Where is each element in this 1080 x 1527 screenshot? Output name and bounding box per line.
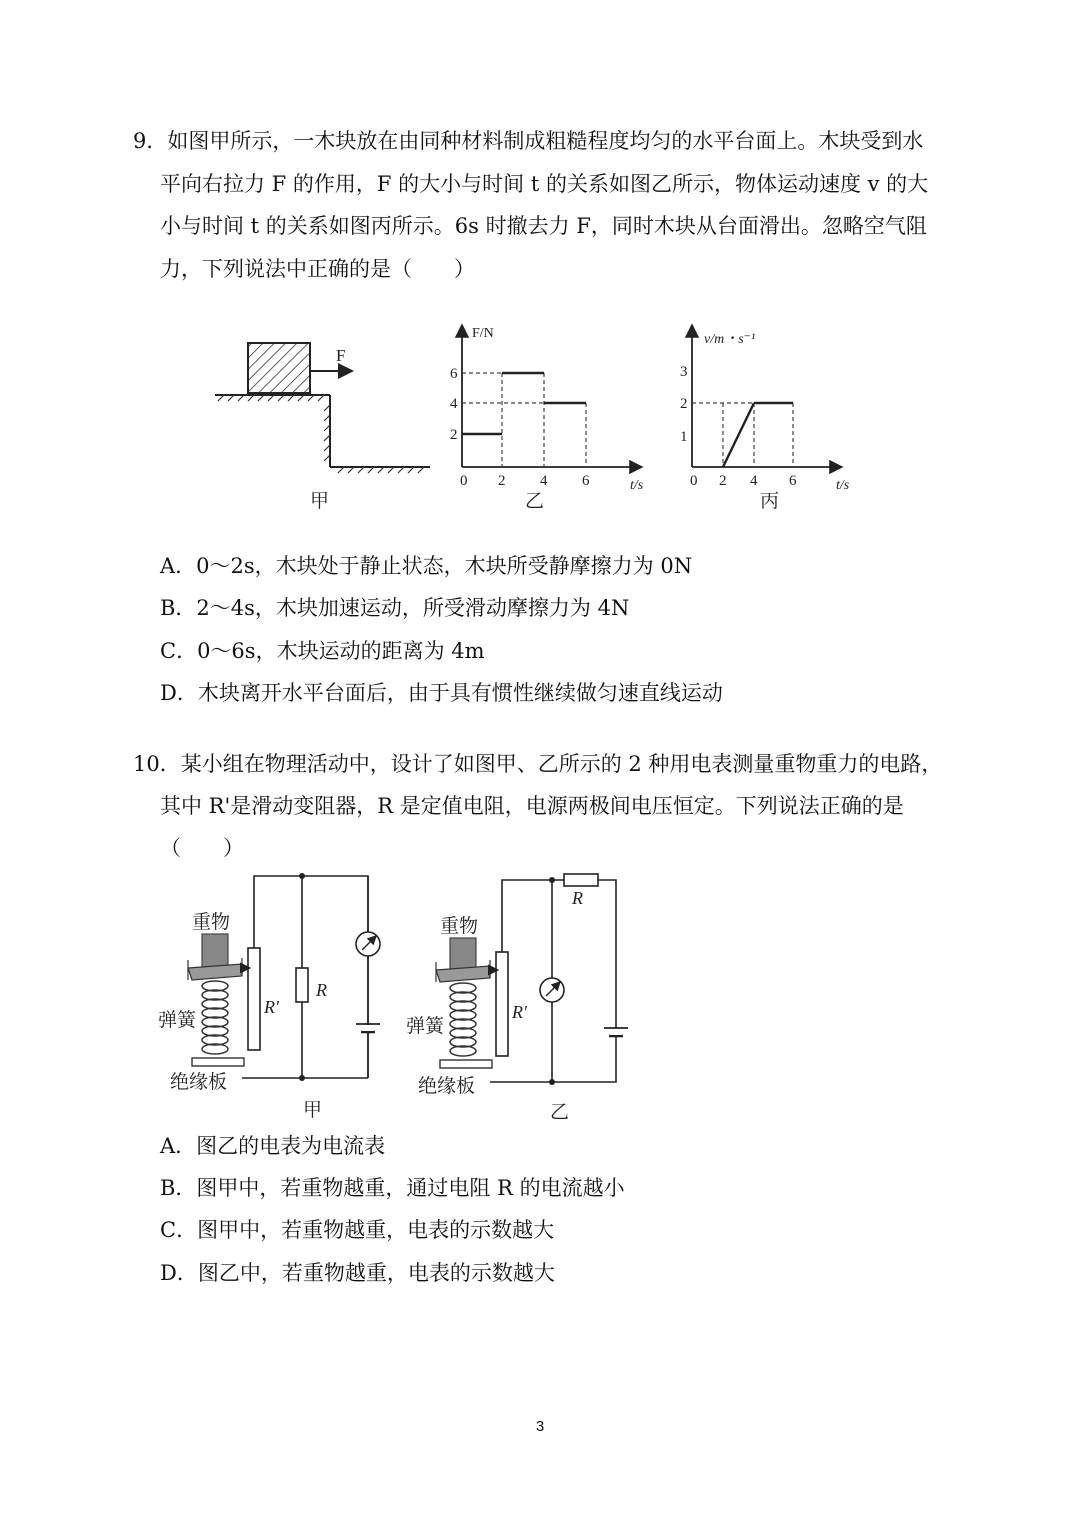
q10-option-d: D．图乙中，若重物越重，电表的示数越大 [160, 1261, 555, 1285]
q10-line-2: 其中 R'是滑动变阻器，R 是定值电阻，电源两极间电压恒定。下列说法正确的是 [160, 794, 904, 818]
resistor-label: R [316, 980, 327, 1000]
velocity-ramp [723, 403, 754, 467]
fig-bing-caption: 丙 [760, 491, 780, 512]
fig-yi-ytick: 6 [450, 366, 458, 382]
q10-option-a: A．图乙的电表为电流表 [160, 1134, 386, 1158]
sliding-plate [188, 964, 242, 980]
q9-line-4: 力，下列说法中正确的是（ ） [160, 257, 475, 281]
q9-line-3: 小与时间 t 的关系如图丙所示。6s 时撤去力 F，同时木块从台面滑出。忽略空气阻 [160, 214, 927, 238]
fig-bing-ytick: 1 [680, 429, 688, 445]
insulating-plate [192, 1058, 244, 1066]
resistor-label: R [572, 888, 583, 908]
q10-line-3: （ ） [160, 836, 244, 860]
resistor-r [296, 968, 308, 1002]
fig-bing-ytick: 3 [680, 364, 688, 380]
q10-circuits [150, 868, 650, 1128]
spring-label: 弹簧 [158, 1010, 197, 1031]
q10-option-b: B．图甲中，若重物越重，通过电阻 R 的电流越小 [160, 1176, 625, 1200]
q9-line-2: 平向右拉力 F 的作用，F 的大小与时间 t 的关系如图乙所示，物体运动速度 v 的大 [160, 172, 929, 196]
fig-bing-xtick: 2 [719, 473, 727, 489]
q9-line-1: 9．如图甲所示，一木块放在由同种材料制成粗糙程度均匀的水平台面上。木块受到水 [133, 129, 924, 153]
rheostat [496, 952, 508, 1056]
fig-bing-ylabel: v/m・s⁻¹ [704, 332, 756, 347]
fig-bing-xlabel: t/s [836, 478, 850, 493]
fig-jia-circuit [158, 873, 380, 1121]
q9-option-c: C．0～6s，木块运动的距离为 4m [160, 639, 485, 663]
weight-block [202, 934, 228, 968]
fig-jia-caption: 甲 [310, 491, 330, 512]
q9-figures [200, 315, 880, 525]
insulating-plate [440, 1060, 492, 1068]
weight-label: 重物 [192, 912, 231, 933]
fig-bing-xtick: 4 [750, 473, 758, 489]
fig-yi-xtick: 0 [460, 473, 468, 489]
fig-yi-ytick: 2 [450, 427, 458, 443]
weight-block [450, 938, 476, 970]
fig-yi-xlabel: t/s [630, 478, 644, 493]
rheostat [248, 948, 260, 1050]
plate-label: 绝缘板 [418, 1076, 476, 1097]
fig-yi-ytick: 4 [450, 396, 458, 412]
fig-yi-xtick: 2 [498, 473, 506, 489]
plate-label: 绝缘板 [170, 1072, 228, 1093]
fig-bing-velocity-graph [680, 327, 850, 512]
q10-line-1: 10．某小组在物理活动中，设计了如图甲、乙所示的 2 种用电表测量重物重力的电路， [133, 752, 943, 776]
fig-yi-xtick: 6 [582, 473, 590, 489]
spring [202, 981, 228, 1054]
resistor-r [564, 874, 598, 886]
sliding-plate [436, 966, 490, 982]
rheostat-label: R′ [264, 997, 279, 1017]
fig-bing-xtick: 6 [789, 473, 797, 489]
fig-yi-caption: 乙 [525, 491, 545, 512]
fig-yi-circuit-caption: 乙 [550, 1102, 570, 1123]
fig-yi-ylabel: F/N [472, 326, 494, 341]
fig-jia-circuit-caption: 甲 [303, 1100, 323, 1121]
weight-label: 重物 [440, 916, 479, 937]
fig-yi-circuit [406, 874, 628, 1123]
spring-label: 弹簧 [406, 1016, 445, 1037]
force-label: F [336, 346, 346, 365]
page-number: 3 [535, 1418, 545, 1435]
fig-yi-xtick: 4 [540, 473, 548, 489]
fig-jia-block-diagram [215, 343, 430, 512]
q9-option-d: D．木块离开水平台面后，由于具有惯性继续做匀速直线运动 [160, 681, 723, 705]
q9-option-b: B．2～4s，木块加速运动，所受滑动摩擦力为 4N [160, 596, 630, 620]
spring [450, 983, 476, 1056]
q10-option-c: C．图甲中，若重物越重，电表的示数越大 [160, 1218, 555, 1242]
fig-bing-xtick: 0 [690, 473, 698, 489]
q9-option-a: A．0～2s，木块处于静止状态，木块所受静摩擦力为 0N [160, 554, 693, 578]
rheostat-label: R′ [512, 1002, 527, 1022]
fig-bing-ytick: 2 [680, 396, 688, 412]
fig-yi-force-graph [450, 326, 644, 512]
